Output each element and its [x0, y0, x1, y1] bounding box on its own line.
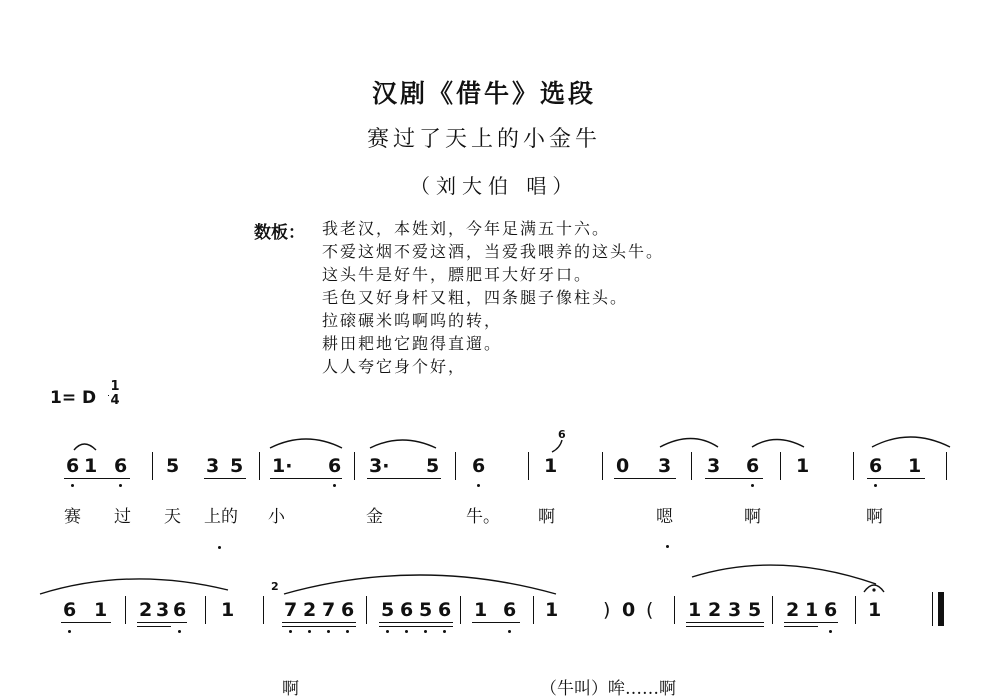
note: 1 — [474, 599, 488, 621]
grace-note: 6 — [558, 428, 566, 441]
note: 1 — [221, 599, 235, 621]
lyric-word: 啊 — [282, 679, 299, 699]
note: 1 — [84, 455, 98, 477]
note: 1 — [545, 599, 559, 621]
song-subtitle: 赛过了天上的小金牛 — [367, 127, 602, 152]
note: 6 — [114, 455, 128, 477]
rest-paren: ( — [646, 599, 654, 621]
slur — [872, 437, 950, 447]
slur — [692, 565, 876, 584]
note: 6 — [746, 455, 760, 477]
note: 3 — [156, 599, 170, 621]
note: 1 — [94, 599, 108, 621]
intro-line: 我老汉，本姓刘，今年足满五十六。 — [322, 219, 611, 238]
note: 5 — [230, 455, 244, 477]
grace-tie — [552, 440, 562, 452]
intro-label: 数板： — [254, 223, 305, 243]
note: 3 — [658, 455, 672, 477]
note: 5 — [426, 455, 440, 477]
note: 1· — [272, 455, 293, 477]
note: 2 — [786, 599, 800, 621]
intro-line: 毛色又好身杆又粗，四条腿子像柱头。 — [322, 288, 629, 307]
note: 7 — [284, 599, 298, 621]
time-signature-top: 1 — [110, 379, 120, 394]
note: 0 — [622, 599, 636, 621]
note: 6 — [869, 455, 883, 477]
lyric-word: 嗯 — [656, 507, 673, 527]
intro-line: 拉磙碾米呜啊呜的转， — [322, 311, 503, 330]
note: 6 — [503, 599, 517, 621]
note: 5 — [748, 599, 762, 621]
lyric-word: 赛 — [64, 507, 81, 527]
note: 6 — [173, 599, 187, 621]
note: 1 — [796, 455, 810, 477]
note: 2 — [303, 599, 317, 621]
slur — [284, 575, 556, 594]
note: 1 — [908, 455, 922, 477]
rest-paren: ) — [603, 599, 611, 621]
note: 6 — [472, 455, 486, 477]
lyric-word: 啊 — [866, 507, 883, 527]
note: 3 — [728, 599, 742, 621]
note: 6 — [438, 599, 452, 621]
lyric-word: 啊 — [538, 507, 555, 527]
lyric-word: 天 — [164, 507, 181, 527]
note: 0 — [616, 455, 630, 477]
grace-note: 2 — [271, 580, 279, 593]
singer-credit: （刘大伯 唱） — [410, 174, 579, 198]
lyric-word: 小 — [268, 507, 285, 527]
note: 6 — [66, 455, 80, 477]
slur — [270, 439, 342, 448]
note: 5 — [381, 599, 395, 621]
fermata-dot — [872, 588, 875, 591]
page-title: 汉剧《借牛》选段 — [372, 79, 597, 108]
time-signature-bottom: 4 — [110, 393, 120, 408]
lyric-word: （牛叫）哞……啊 — [540, 679, 676, 699]
note: 2 — [708, 599, 722, 621]
slur — [660, 439, 718, 448]
intro-line: 这头牛是好牛，膘肥耳大好牙口。 — [322, 265, 593, 284]
slur — [370, 440, 436, 448]
note: 6 — [400, 599, 414, 621]
lyric-word: 啊 — [744, 507, 761, 527]
note: 5 — [419, 599, 433, 621]
slur — [40, 579, 228, 594]
note: 7 — [322, 599, 336, 621]
note: 3· — [369, 455, 390, 477]
note: 6 — [328, 455, 342, 477]
note: 6 — [341, 599, 355, 621]
lyric-word: 牛。 — [466, 507, 500, 527]
intro-line: 耕田耙地它跑得直遛。 — [322, 334, 503, 353]
key-signature: 1= D — [50, 388, 97, 408]
lyric-word: 金 — [366, 507, 383, 527]
slur — [74, 444, 96, 450]
lyric-word: 上的 — [204, 507, 238, 527]
lyric-word: 过 — [114, 507, 131, 527]
note: 2 — [139, 599, 153, 621]
intro-line: 人人夸它身个好， — [322, 357, 467, 376]
note: 1 — [544, 455, 558, 477]
note: 6 — [63, 599, 77, 621]
note: 1 — [805, 599, 819, 621]
note: 3 — [707, 455, 721, 477]
note: 1 — [688, 599, 702, 621]
note: 1 — [868, 599, 882, 621]
slur — [752, 440, 804, 448]
note: 3 — [206, 455, 220, 477]
note: 5 — [166, 455, 180, 477]
note: 6 — [824, 599, 838, 621]
intro-line: 不爱这烟不爱这酒，当爱我喂养的这头牛。 — [322, 242, 665, 261]
